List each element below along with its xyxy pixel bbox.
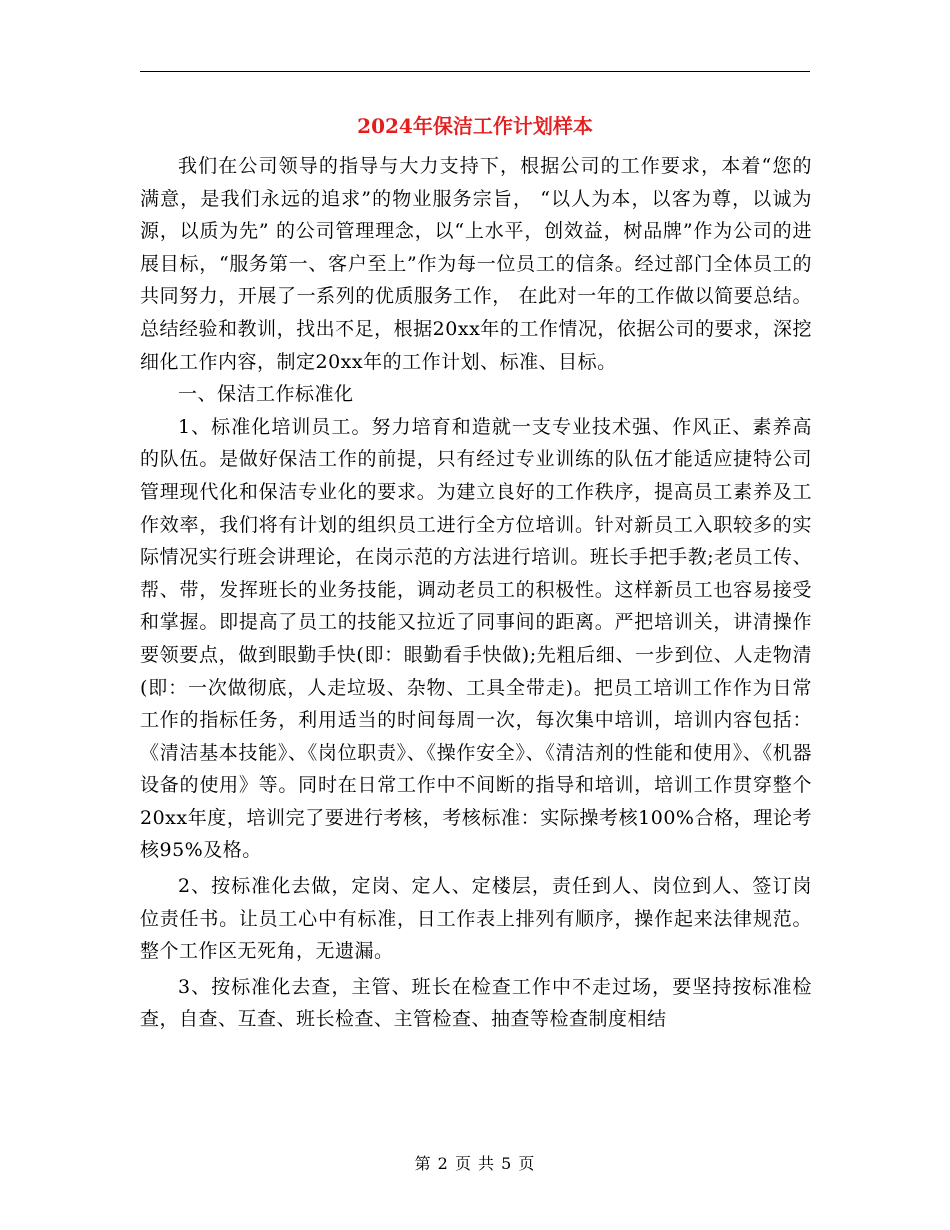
item-2-paragraph: 2、按标准化去做，定岗、定人、定楼层，责任到人、岗位到人、签订岗位责任书。让员工心中有标准，日工作表上排列有顺序，操作起来法律规范。整个工作区无死角，无遗漏。 [140, 875, 812, 963]
item-1-paragraph: 1、标准化培训员工。努力培育和造就一支专业技术强、作风正、素养高的队伍。是做好保洁工作的前提，只有经过专业训练的队伍才能适应捷特公司管理现代化和保洁专业化的要求。为建立良好的工作秩序，提高员工素养及工作效率，我们将有计划的组织员工进行全方位培训。针对新员工入职较多的实际情况实行班会讲理论，在岗示范的方法进行培训。班长手把手教;老员工传、帮、带，发挥班长的业务技能，调动老员工的积极性。这样新员工也容易接受和掌握。即提高了员工的技能又拉近了同事间的距离。严把培训关，讲清操作要领要点，做到眼勤手快(即：眼勤看手快做);先粗后细、一步到位、人走物清(即：一次做彻底，人走垃圾、杂物、工具全带走)。把员工培训工作作为日常工作的指标任务，利用适当的时间每周一次，每次集中培训，培训内容包括：《清洁基本技能》、《岗位职责》、《操作安全》、《清洁剂的性能和使用》、《机器设备的使用》等。同时在日常工作中不间断的指导和培训，培训工作贯穿整个20xx年度，培训完了要进行考核，考核标准：实际操考核100%合格，理论考核95%及格。 [140, 415, 812, 862]
document-title: 2024年保洁工作计划样本 [357, 114, 593, 138]
header-rule [140, 71, 810, 72]
section-heading: 一、保洁工作标准化 [178, 383, 354, 406]
item-3-paragraph: 3、按标准化去查，主管、班长在检查工作中不走过场，要坚持按标准检查，自查、互查、班长检查、主管检查、抽查等检查制度相结 [140, 975, 812, 1031]
document-body [140, 150, 812, 1036]
page-footer: 第 2 页 共 5 页 [414, 1154, 536, 1173]
intro-paragraph: 我们在公司领导的指导与大力支持下，根据公司的工作要求，本着“您的满意，是我们永远的追求”的物业服务宗旨， “以人为本，以客为尊，以诚为源，以质为先” 的公司管理理念，以“上水平，创效益，树品牌”作为公司的进展目标，“服务第一、客户至上”作为每一位员工的信条。经过部门全体员工的共同努力，开展了一系列的优质服务工作， 在此对一年的工作做以简要总结。总结经验和教训，找出不足，根据20xx年的工作情况，依据公司的要求，深挖细化工作内容，制定20xx年的工作计划、标准、目标。 [140, 155, 812, 373]
